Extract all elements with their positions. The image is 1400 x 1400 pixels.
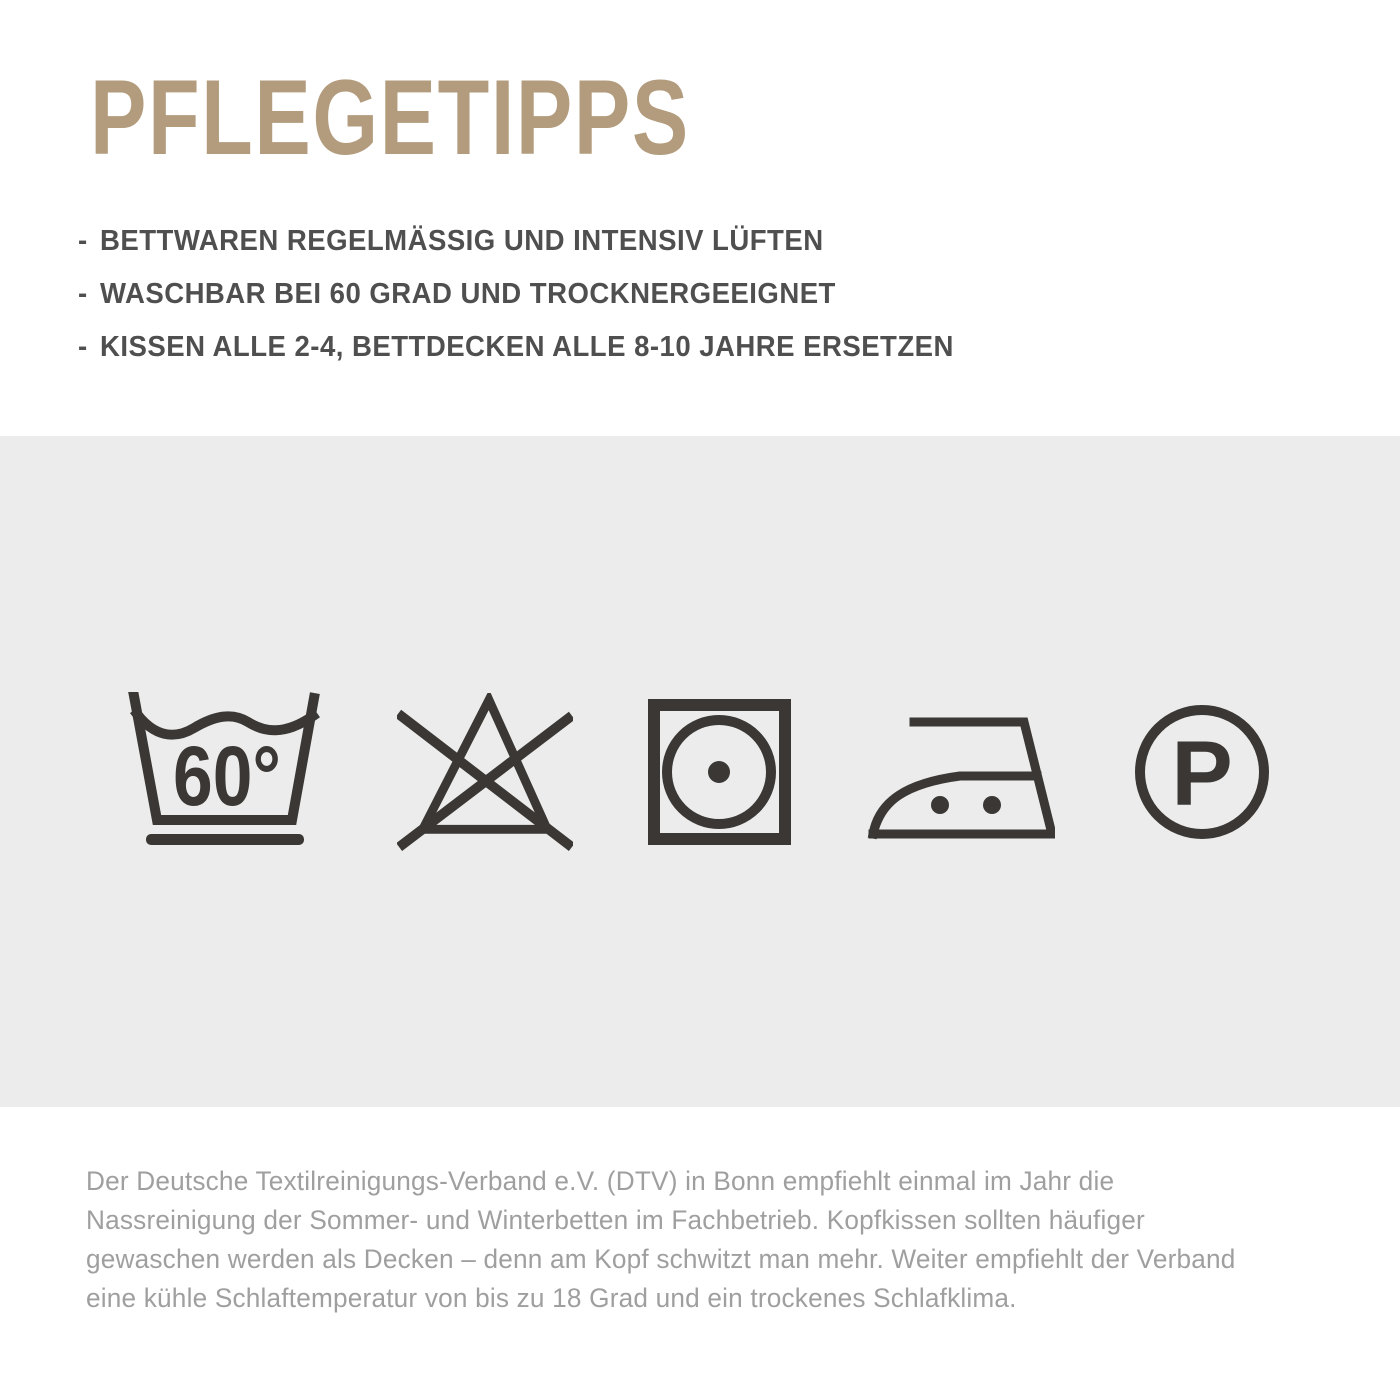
tip-bullet-dash: - xyxy=(78,278,88,310)
iron-two-dots-icon xyxy=(865,699,1055,844)
tip-bullet-dash: - xyxy=(78,225,88,257)
tips-list xyxy=(78,215,1000,374)
wash-temperature-label: 60° xyxy=(173,728,281,823)
tip-bullet-dash: - xyxy=(78,331,88,363)
tip-item xyxy=(78,268,954,321)
footer-recommendation-text xyxy=(86,1162,1236,1318)
care-symbols-band xyxy=(0,436,1400,1107)
professional-cleaning-label: P xyxy=(1171,722,1233,825)
tip-text: BETTWAREN REGELMÄSSIG UND INTENSIV LÜFTEN xyxy=(100,225,824,257)
tip-item xyxy=(78,321,954,374)
footer-line: eine kühle Schlaftemperatur von bis zu 18 Grad und ein trockenes Schlafklima. xyxy=(86,1283,1017,1313)
do-not-bleach-icon xyxy=(397,693,573,851)
footer-line: gewaschen werden als Decken – denn am Kopf schwitzt man mehr. Weiter empfiehlt der Verband xyxy=(86,1244,1236,1274)
tip-text: KISSEN ALLE 2-4, BETTDECKEN ALLE 8-10 JAHRE ERSETZEN xyxy=(100,331,954,363)
tip-item xyxy=(78,215,954,268)
footer-line: Der Deutsche Textilreinigungs-Verband e.V. (DTV) in Bonn empfiehlt einmal im Jahr die xyxy=(86,1166,1115,1196)
tip-text: WASCHBAR BEI 60 GRAD UND TROCKNERGEEIGNET xyxy=(100,278,836,310)
care-symbols-row xyxy=(0,436,1400,1107)
page-title: PFLEGETIPPS xyxy=(90,57,690,177)
tumble-dry-icon xyxy=(648,699,791,845)
footer-line: Nassreinigung der Sommer- und Winterbetten im Fachbetrieb. Kopfkissen sollten häufiger xyxy=(86,1205,1145,1235)
professional-cleaning-icon xyxy=(1130,702,1274,842)
wash-tub-60-icon xyxy=(126,692,322,852)
